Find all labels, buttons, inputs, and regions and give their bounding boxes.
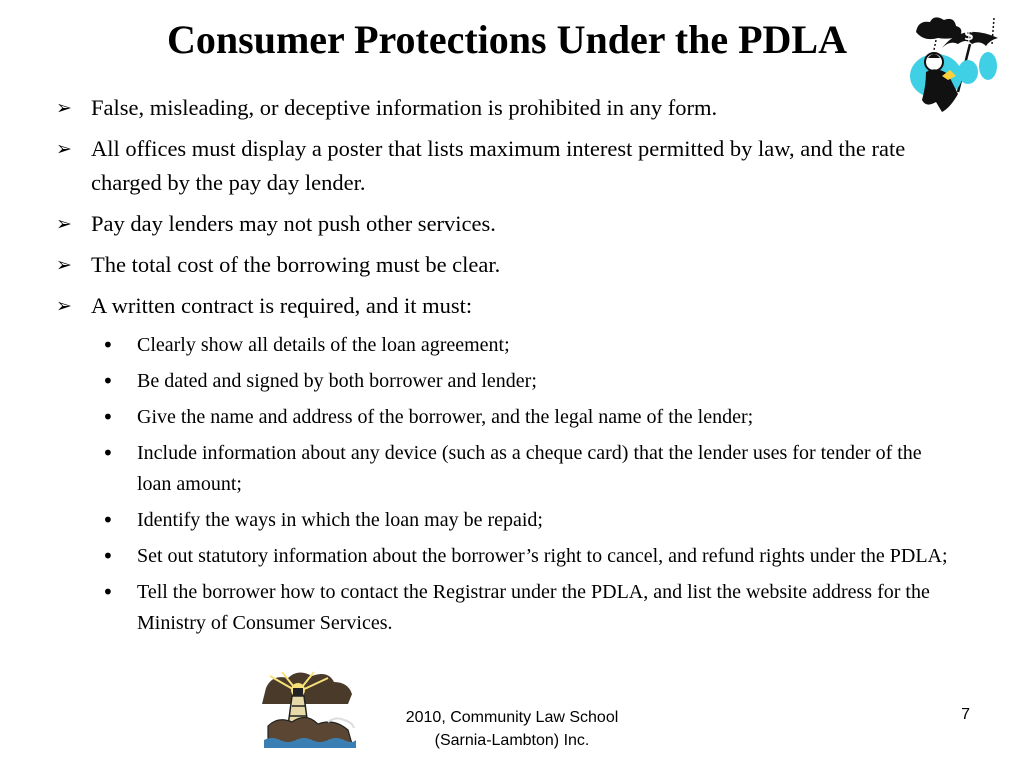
bullet-text: The total cost of the borrowing must be clear.: [91, 252, 501, 277]
footer-line-1: 2010, Community Law School: [405, 709, 619, 726]
bullet-item: [56, 132, 956, 200]
dot-bullet-icon: •: [102, 441, 114, 465]
dollar-sign: $: [964, 28, 974, 44]
sub-bullet-item: [102, 505, 956, 536]
bullet-item: [56, 248, 956, 282]
sub-bullet-text: Give the name and address of the borrower, and the legal name of the lender;: [137, 406, 754, 428]
sub-bullet-text: Be dated and signed by both borrower and lender;: [137, 370, 537, 392]
sub-bullet-item: [102, 438, 956, 500]
dot-bullet-icon: •: [102, 369, 114, 393]
dot-bullet-icon: •: [102, 544, 114, 568]
sub-bullet-text: Tell the borrower how to contact the Registrar under the PDLA, and list the website address for the Ministry of Consumer Services.: [137, 581, 930, 634]
sub-bullet-text: Include information about any device (such as a cheque card) that the lender uses for tender of the loan amount;: [137, 442, 922, 495]
dot-bullet-icon: •: [102, 333, 114, 357]
bullet-text: False, misleading, or deceptive information is prohibited in any form.: [91, 95, 718, 120]
sub-bullet-item: [102, 577, 956, 639]
arrow-bullet-icon: ➢: [56, 254, 72, 276]
sub-bullet-item: [102, 402, 956, 433]
arrow-bullet-icon: ➢: [56, 295, 72, 317]
dot-bullet-icon: •: [102, 508, 114, 532]
slide-title: Consumer Protections Under the PDLA: [167, 17, 847, 62]
footer-credit: [350, 706, 674, 752]
bullet-item: [56, 207, 956, 241]
bullet-text: All offices must display a poster that lists maximum interest permitted by law, and the rate charged by the pay day lender.: [91, 136, 906, 195]
lighthouse-icon: [262, 670, 358, 748]
bullet-item: [56, 289, 956, 323]
bullet-text: Pay day lenders may not push other services.: [91, 211, 496, 236]
arrow-bullet-icon: ➢: [56, 213, 72, 235]
sub-bullet-item: [102, 541, 956, 572]
bullet-list: [56, 91, 956, 644]
bullet-item: [56, 91, 956, 125]
bullet-text: A written contract is required, and it must:: [91, 293, 473, 318]
footer-line-2: (Sarnia-Lambton) Inc.: [434, 732, 590, 749]
page-number: 7: [961, 706, 970, 723]
sub-bullet-item: [102, 366, 956, 397]
sub-bullet-item: [102, 330, 956, 361]
sub-bullet-text: Identify the ways in which the loan may be repaid;: [137, 509, 543, 531]
sub-bullet-text: Set out statutory information about the borrower’s right to cancel, and refund rights under the PDLA;: [137, 545, 948, 567]
arrow-bullet-icon: ➢: [56, 97, 72, 119]
dot-bullet-icon: •: [102, 580, 114, 604]
sub-bullet-text: Clearly show all details of the loan agreement;: [137, 334, 510, 356]
dot-bullet-icon: •: [102, 405, 114, 429]
arrow-bullet-icon: ➢: [56, 138, 72, 160]
